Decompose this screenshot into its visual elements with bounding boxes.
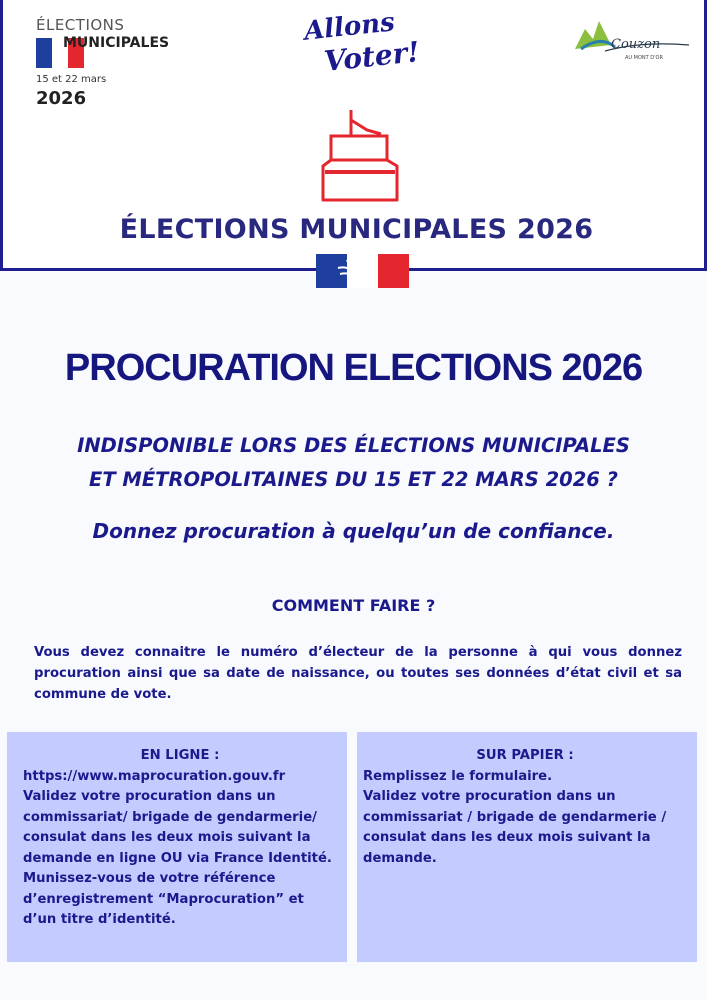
question-line-2: ET MÉTROPOLITAINES DU 15 ET 22 MARS 2026 ?	[89, 468, 618, 491]
intro-paragraph: Vous devez connaitre le numéro d’électeur de la personne à qui vous donnez procuration ainsi que sa date de naissance, ou toutes ses données d’état civil et sa commune de vote.	[34, 645, 682, 702]
online-line: Validez votre procuration dans un	[23, 789, 276, 804]
online-line: Munissez-vous de votre référence	[23, 871, 276, 886]
logo-line-municipales: MUNICIPALES	[63, 35, 170, 51]
comment-faire-heading: COMMENT FAIRE ?	[271, 596, 436, 615]
online-box	[7, 732, 347, 962]
header-banner	[0, 0, 707, 271]
paper-box	[357, 732, 697, 962]
slogan-line-1: Allons	[302, 7, 397, 47]
online-line: consulat dans les deux mois suivant la	[23, 830, 311, 845]
paper-line: Validez votre procuration dans un	[363, 789, 616, 804]
online-line: d’enregistrement “Maprocuration” et	[23, 891, 304, 907]
online-line: commissariat/ brigade de gendarmerie/	[23, 809, 317, 825]
slogan-line-2: Voter!	[322, 35, 422, 78]
paper-heading: SUR PAPIER :	[476, 748, 574, 763]
elections-municipales-logo	[33, 16, 203, 116]
allons-voter-logo	[296, 7, 422, 92]
paper-line: Remplissez le formulaire.	[363, 768, 553, 784]
question-text	[40, 429, 667, 497]
ballot-box-icon	[303, 100, 423, 210]
logo-dates: 15 et 22 mars	[36, 74, 107, 85]
couzon-town-logo	[571, 15, 693, 67]
paper-line: demande.	[363, 850, 437, 866]
town-subtitle: AU MONT D'OR	[625, 55, 663, 61]
logo-year: 2026	[36, 88, 87, 109]
online-line: demande en ligne OU via France Identité.	[23, 850, 332, 866]
question-line-1: INDISPONIBLE LORS DES ÉLECTIONS MUNICIPALES	[77, 434, 630, 457]
paper-line: commissariat / brigade de gendarmerie /	[363, 809, 667, 825]
banner-title: ÉLECTIONS MUNICIPALES 2026	[119, 214, 594, 245]
page-title: PROCURATION ELECTIONS 2026	[64, 347, 643, 389]
online-url[interactable]: https://www.maprocuration.gouv.fr	[23, 768, 286, 784]
logo-line-elections: ÉLECTIONS	[36, 16, 125, 34]
online-heading: EN LIGNE :	[140, 748, 220, 763]
town-name: Couzon	[611, 37, 661, 52]
marianne-logo	[316, 254, 409, 288]
online-line: d’un titre d’identité.	[23, 912, 176, 927]
confiance-text: Donnez procuration à quelqu’un de confiance.	[92, 519, 615, 543]
paper-line: consulat dans les deux mois suivant la	[363, 830, 651, 845]
